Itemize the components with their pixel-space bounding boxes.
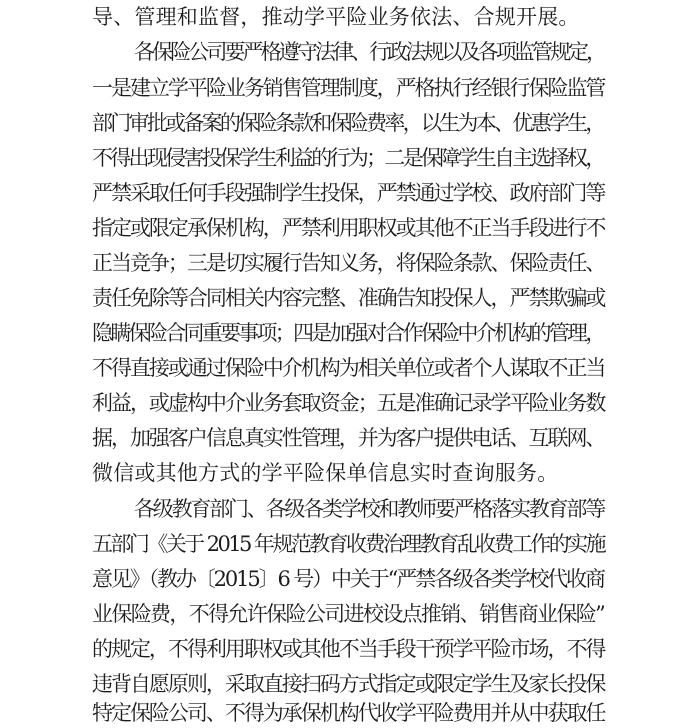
paragraph-3-line-3: 意见》（教办〔2015〕6 号）中关于“严禁各级各类学校代收商: [92, 567, 604, 591]
paragraph-3-line-6: 违背自愿原则，采取直接扫码方式指定或限定学生及家长投保: [92, 672, 605, 696]
paragraph-3-line-5: 的规定，不得利用职权或其他不当手段干预学平险市场，不得: [92, 637, 605, 661]
paragraph-3-line-1: 各级教育部门、各级各类学校和教师要严格落实教育部等: [134, 497, 604, 521]
paragraph-2-line-12: 据，加强客户信息真实性管理，并为客户提供电话、互联网、: [92, 426, 605, 450]
paragraph-1-line-1: 导、管理和监督，推动学平险业务依法、合规开展。: [92, 5, 580, 29]
paragraph-2-line-3: 部门审批或备案的保险条款和保险费率，以生为本、优惠学生，: [92, 111, 604, 135]
paragraph-2-line-1: 各保险公司要严格遵守法律、行政法规以及各项监管规定，: [134, 40, 605, 64]
paragraph-2-line-2: 一是建立学平险业务销售管理制度，严格执行经银行保险监管: [92, 76, 605, 100]
paragraph-2-line-11: 利益，或虚构中介业务套取资金；五是准确记录学平险业务数: [92, 391, 605, 415]
paragraph-3-line-2: 五部门《关于 2015 年规范教育收费治理教育乱收费工作的实施: [92, 532, 604, 556]
paragraph-2-line-8: 责任免除等合同相关内容完整、准确告知投保人，严禁欺骗或: [92, 286, 605, 310]
paragraph-3-line-4: 业保险费，不得允许保险公司进校设点推销、销售商业保险”: [92, 602, 605, 626]
paragraph-2-line-10: 不得直接或通过保险中介机构为相关单位或者个人谋取不正当: [92, 356, 605, 380]
paragraph-2-line-7: 正当竞争；三是切实履行告知义务，将保险条款、保险责任、: [92, 251, 605, 275]
paragraph-2-line-4: 不得出现侵害投保学生利益的行为；二是保障学生自主选择权，: [92, 146, 604, 170]
paragraph-2-line-9: 隐瞒保险合同重要事项；四是加强对合作保险中介机构的管理，: [92, 321, 604, 345]
paragraph-2-line-6: 指定或限定承保机构，严禁利用职权或其他不正当手段进行不: [92, 216, 605, 240]
paragraph-2-line-13: 微信或其他方式的学平险保单信息实时查询服务。: [92, 461, 559, 485]
paragraph-2-line-5: 严禁采取任何手段强制学生投保，严禁通过学校、政府部门等: [92, 181, 605, 205]
paragraph-3-line-7: 特定保险公司、不得为承保机构代收学平险费用并从中获取任: [92, 701, 605, 725]
